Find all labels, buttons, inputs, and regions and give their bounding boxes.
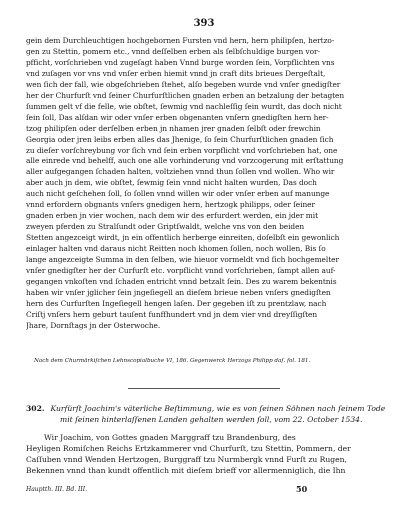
body-line: gen zu Stettin, pomern etc., vnnd deſſelben erben als ſelbſchuldige burgen vor- [26,46,320,56]
section-title-line-2: mit ſeinen hinterlaſſenen Landen gehalten werden ſoll, vom 22. October 1534. [60,415,363,424]
section-number: 302. [26,404,45,413]
body-line: gein dem Durchleuchtigen hochgebornen Fursten vnd hern, hern philipſen, hertzo- [26,36,335,45]
signature-mark: Hauptth. III. Bd. III. [26,486,88,493]
body-line: aber auch jn dem, wie obſtet, ſewmig ſein vnnd nicht halten wurden, Das doch [26,178,317,188]
body-line: her der Churfurſt vnd ſeiner Churfurſtlichen gnaden erben an betzalung der betagten [26,90,345,100]
body-line: einlager halten vnd daraus nicht Reitten noch khomen ſollen, noch wollen, Bis ſo [26,244,326,254]
body-line: zu dieſer vorſchreybung vor ſich vnd ſein erben vorpflicht vnd vorſchrieben hat, one [26,145,338,155]
body-line: tzog philipſen oder derſelben erben jn nhamen jrer gnaden ſelbſt oder frewchin [26,123,321,133]
intro-line: Wir Joachim, von Gottes gnaden Marggraff tzu Brandenburg, des [44,433,296,442]
page-number: 393 [193,18,215,29]
body-line: Georgia oder jren leibs erben alles das Jhenige, ſo ſein Churfurſtlichen gnaden ſich [26,134,334,144]
body-line: ſein ſoll, Das alſdan wir oder vnſer erben obgenanten vnſern gnedigſten hern her- [26,112,329,122]
body-line: alle einrede vnd behelff, auch one alle vorhinderung vnd vorzcogerung mit erſtattung [26,156,344,166]
body-line: Jhare, Dornſtags jn der Osterwoche. [26,320,161,330]
intro-line: Bekennen vnnd than kundt offentlich mit dieſem brieff vor allermenniglich, die Ihn [26,466,346,475]
source-note: Nach dem Churmärkiſchen Lehnscopialbuche VI, 186. Gegenwerck Herzogs Philipp daſ. fol. 181. [34,358,311,364]
body-line: ſummen gelt vf die felle, wie obſtet, ſewmig vnd nachleſſig ſein wurdt, das doch nicht [26,101,342,111]
body-line: aller aufgegangen ſchaden halten, voltziehen vnnd thun ſollen vnd wollen. Who wir [26,167,335,177]
body-line: vnnd erfordern obgnants vnſers gnedigen hern, hertzogk philipps, oder ſeiner [26,200,315,210]
section-title-line-1: Kurfürſt Joachim's väterliche Beſtimmung, wie es von ſeinen Söhnen nach ſeinem Tode [50,404,386,413]
body-text [26,36,386,332]
body-line: vnſer gnedigſter her der Curfurſt etc. vorpflicht vnnd vorſchrieben, ſampt allen auf- [26,266,336,276]
body-line: lange angezceigte Summa in den ſelben, wie hieuor vormeldt vnd ſich hochgemelter [26,255,339,265]
intro-line: Caſſuben vnnd Wenden Hertzogen, Burggraff tzu Nurmbergk vnnd Furſt zu Rugen, [26,455,347,464]
body-line: auch nicht geſchehen ſoll, ſo ſollen vnnd willen wir oder vnſer erben auf manunge [26,189,330,199]
body-line: zweyen pferden zu Stralſundt oder Griptſwaldt, welche vns von den beiden [26,222,305,232]
body-line: pfficht, vorſchrieben vnd zugeſagt haben Vnnd burge worden ſein, Vorpflichten vns [26,57,335,67]
section-heading [26,403,388,425]
body-line: Stetten angezceigt wirdt, jn ein offentlich herberge einreiten, doſelbſt ein gewonlich [26,233,340,243]
intro-text [26,432,386,476]
body-line: haben wir vnſer jglicher ſein jngeſiegell an dieſem brieue neben vnſers gnedigſten [26,287,331,297]
section-divider [128,388,280,389]
body-line: gnaden erben jn vier wochen, nach dem wir des erfurdert werden, ein jder mit [26,211,318,221]
body-line: hern des Curfurſten Ingeſiegell hengen laſen. Der gegeben iſt zu prentzlaw, nach [26,298,327,308]
body-line: Criſtj vnſers hern geburt tauſent funffhundert vnd jn dem vier vnd dreyſſigſten [26,309,318,319]
body-line: wen ſich der fall, wie obgeſchrieben ſtehet, alſo begeben wurde vnd vnſer gnedigſter [26,79,341,89]
body-line: vnd zuſagen vor vns vnd vnſer erben hiemit vnnd jn craft dits brieues Dergeſtalt, [26,68,326,78]
sheet-number: 50 [296,484,308,494]
intro-line: Heyligen Romiſchen Reichs Ertzkammerer vnd Churfurſt, tzu Stettin, Pommern, der [26,444,351,453]
body-line: gegangen vnkoſten vnd ſchaden entricht vnnd betzalt ſein. Des zu warem bekentnis [26,276,337,286]
